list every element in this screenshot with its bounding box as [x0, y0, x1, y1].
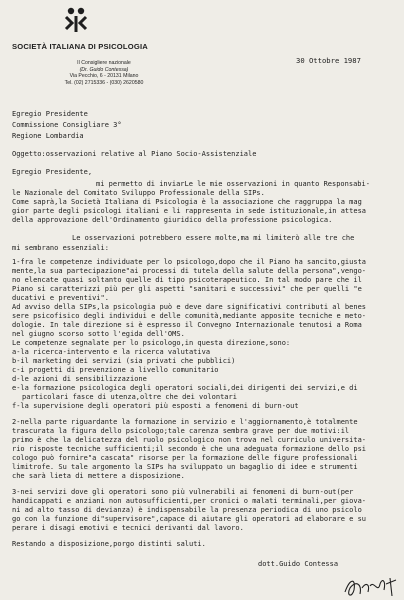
body-line: dologie. In tale direzione si è espresso il Convegno Internazionale tenutosi a Roma: [12, 321, 362, 329]
body-line: limitrofe. Su tale argomento la SIPs ha sviluppato un bagaglio di idee e strumenti: [12, 463, 358, 471]
body-line: trascurata la figura dello psicologo;tale carenza sembra grave per due motivi:il: [12, 427, 350, 435]
recipient-line: Commissione Consigliare 3°: [12, 121, 122, 129]
body-line: a-la ricerca-intervento e la ricerca valutativa: [12, 348, 211, 356]
body-line: Come saprà,la Società Italiana di Psicologia è la associazione che raggruppa la mag: [12, 198, 362, 206]
body-line: gior parte degli psicologi italiani e li rappresenta in sede istituzionale,in attesa: [12, 207, 367, 215]
body-line: b-il marketing dei servizi (sia privati che pubblici): [12, 357, 236, 365]
body-line: cologo può fornire"a cascata" risorse per la formazione delle figure professionali: [12, 454, 358, 462]
letterhead-phone: Tel. (02) 2715336 - (030) 2620580: [64, 79, 144, 86]
salutation: Egregio Presidente,: [12, 168, 93, 176]
body-line: mi sembrano essenziali:: [12, 244, 109, 252]
body-line: Le competenze segnalate per lo psicologo,in questa direzione,sono:: [12, 339, 291, 347]
letterhead-role: Il Consigliere nazionale: [77, 60, 131, 66]
body-line: 3-nei servizi dove gli operatori sono più vulnerabili ai fenomeni di burn-out(per: [12, 488, 354, 496]
body-line: 2-nella parte riguardante la formazione in servizio e l'aggiornamento,è totalmente: [12, 418, 358, 426]
body-line: particolari fasce di utenza,oltre che dei volontari: [22, 393, 237, 401]
body-line: Le osservazioni potrebbero essere molte,ma mi limiterò alle tre che: [72, 234, 355, 242]
body-line: che sarà lieta di mettere a disposizione.: [12, 472, 185, 480]
sips-logo-icon: [62, 6, 90, 34]
body-line: 1-fra le competenze individuate per lo psicologo,dopo che il Piano ha sancito,giusta: [12, 258, 367, 266]
body-line: d-le azioni di sensibilizzazione: [12, 375, 147, 383]
subject-line: Oggetto:osservazioni relative al Piano Socio-Assistenziale: [12, 150, 257, 158]
letterhead-address: Via Pecchio, 6 - 20131 Milano: [69, 73, 139, 80]
letter-date: 30 Ottobre 1987: [296, 56, 361, 65]
letterhead-details: [44, 60, 164, 86]
body-line: mente,la sua partecipazione"ai processi di tutela della salute della persona",vengo-: [12, 267, 367, 275]
handwritten-signature-icon: [342, 574, 400, 600]
body-line: ni ad alto tasso di devianza) è indispensabile la presenza periodica di uno psicolo: [12, 506, 362, 514]
body-line: rio risposte tecniche sufficienti;il secondo è che una adeguata formazione dello psi: [12, 445, 367, 453]
recipient-line: Egregio Presidente: [12, 110, 88, 118]
body-line: c-i progetti di prevenzione a livello comunitario: [12, 366, 219, 374]
letterhead-person: (Dr. Guido Contessa): [79, 66, 129, 73]
body-line: ducativi e preventivi".: [12, 294, 109, 302]
body-line: mi permetto di inviarLe le mie osservazioni in quanto Responsabi-: [96, 180, 370, 188]
body-line: handicappati e anziani non autosufficienti,per cronici o malati terminali,per giova-: [12, 497, 367, 505]
body-line: no elencate quasi soltanto quelle di tipo psicoterapeutico. In tal modo pare che il: [12, 276, 362, 284]
closing-line: Restando a disposizione,porgo distinti saluti.: [12, 540, 206, 548]
body-line: Ad avviso della SIPs,la psicologia può e deve dare significativi contributi al benes: [12, 303, 367, 311]
body-line: nel giugno scorso sotto l'egida dell'OMS.: [12, 330, 185, 338]
body-line: perare i disagi emotivi e tecnici derivanti dal lavoro.: [12, 524, 244, 532]
organization-name: SOCIETÀ ITALIANA DI PSICOLOGIA: [12, 42, 148, 51]
body-line: le Nazionale del Comitato Sviluppo Professionale della SIPs.: [12, 189, 265, 197]
body-line: sere psicofisico degli individui e delle comunità,mediante apposite tecniche e meto-: [12, 312, 367, 320]
body-line: primo è che la delicatezza del ruolo psicologico non trova nel curriculo universita-: [12, 436, 367, 444]
recipient-line: Regione Lombardia: [12, 132, 84, 140]
body-line: f-la supervisione degli operatori più esposti a fenomeni di burn-out: [12, 402, 299, 410]
signature-name: dott.Guido Contessa: [258, 560, 339, 568]
body-line: Piano si caratterizzi più per gli aspetti "sanitari e successivi" che per quelli "e: [12, 285, 362, 293]
body-line: e-la formazione psicologica degli operatori sociali,dei dirigenti dei servizi,e di: [12, 384, 358, 392]
body-line: della approvazione dell'Ordinamento giuridico della professione psicologica.: [12, 216, 333, 224]
body-line: go con la funzione di"supervisore",capace di aiutare gli operatori ad elaborare e su: [12, 515, 367, 523]
